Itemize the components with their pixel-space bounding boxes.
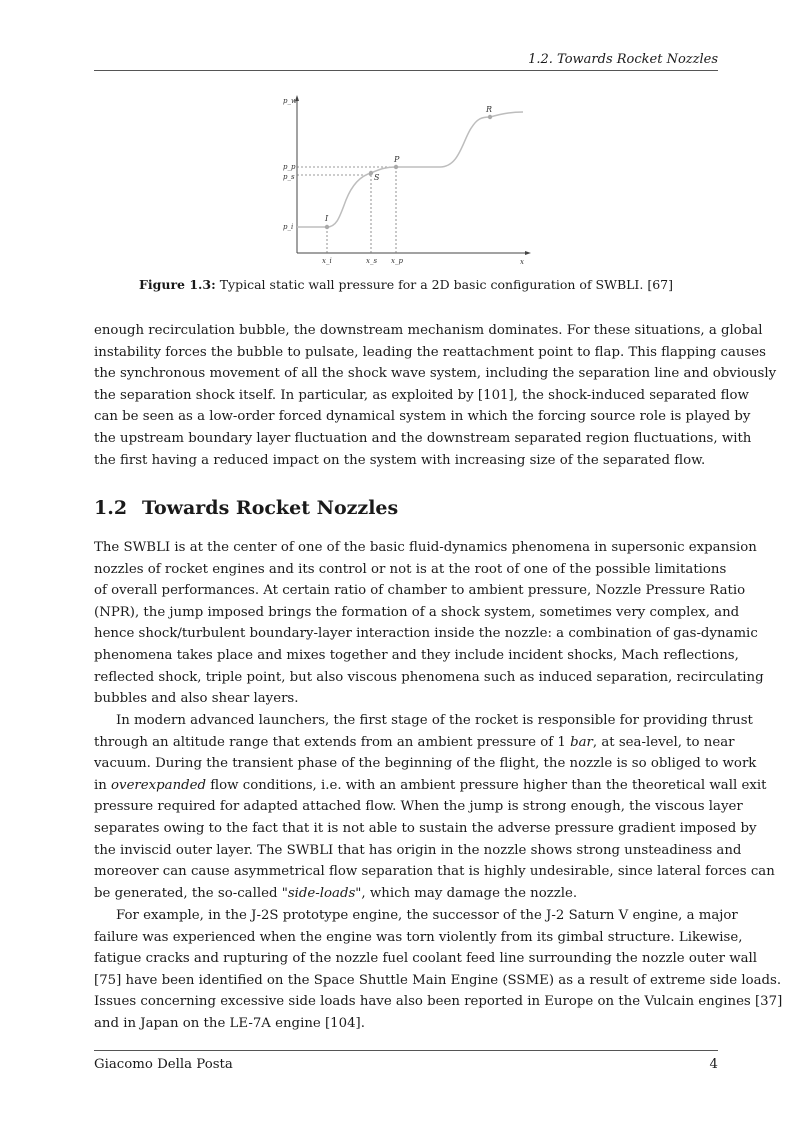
point-i-label: I (325, 214, 329, 223)
point-p-label: P (394, 155, 400, 164)
point-s-label: S (374, 173, 380, 182)
text-line: the synchronous movement of all the shock wave system, including the separation line and obviously (94, 366, 777, 382)
text-line (94, 883, 718, 905)
text-line: For example, in the J-2S prototype engine, the successor of the J-2 Saturn V engine, a major (116, 908, 738, 923)
text-line: moreover can cause asymmetrical flow separation that is highly undesirable, since lateral forces can (94, 864, 775, 880)
page-number: 4 (709, 1057, 718, 1072)
text-line: bubbles and also shear layers. (94, 691, 299, 707)
pressure-curve (297, 112, 523, 227)
text-span: flow conditions, i.e. with an ambient pressure higher than the theoretical wall exit (206, 777, 767, 793)
text-line: of overall performances. At certain ratio of chamber to ambient pressure, Nozzle Pressure Ratio (94, 583, 746, 599)
text-line: the inviscid outer layer. The SWBLI that has origin in the nozzle shows strong unsteadiness and (94, 842, 742, 858)
paragraph-recirculation (94, 320, 777, 471)
text-line: can be seen as a low-order forced dynamical system in which the forcing source role is played by (94, 409, 751, 425)
point-s-marker (369, 171, 373, 175)
paragraph-launchers (94, 710, 775, 904)
y-axis-label: p_w (283, 97, 297, 105)
footer-rule (94, 1050, 718, 1051)
text-line: fatigue cracks and rupturing of the nozzle fuel coolant feed line surrounding the nozzle outer wall (94, 951, 758, 967)
section-number: 1.2 (94, 497, 128, 519)
xp-label: x_p (391, 257, 403, 265)
text-span: through an altitude range that extends from an ambient pressure of 1 (94, 734, 566, 750)
caption-label: Figure 1.3: (139, 277, 216, 292)
xs-label: x_s (366, 257, 378, 265)
unit-bar: bar (570, 734, 593, 750)
text-line: failure was experienced when the engine was torn violently from its gimbal structure. Likewise, (94, 929, 743, 945)
ps-label: p_s (283, 173, 295, 181)
pp-label: p_p (283, 163, 296, 171)
text-line (94, 775, 767, 797)
point-r-marker (488, 115, 492, 119)
point-i-marker (325, 225, 329, 229)
xi-label: x_i (322, 257, 332, 265)
text-line: enough recirculation bubble, the downstream mechanism dominates. For these situations, a global (94, 323, 763, 338)
term-side-loads: "side-loads" (281, 885, 362, 901)
pi-label: p_i (283, 223, 294, 231)
wall-pressure-diagram (270, 88, 540, 270)
text-line: The SWBLI is at the center of one of the basic fluid-dynamics phenomena in supersonic expansion (94, 540, 757, 555)
text-span: be generated, the so-called (94, 885, 282, 901)
text-line: pressure required for adapted attached flow. When the jump is strong enough, the viscous layer (94, 799, 743, 815)
text-line: the separation shock itself. In particular, as exploited by [101], the shock-induced separated flow (94, 387, 749, 403)
text-line: separates owing to the fact that it is not able to sustain the adverse pressure gradient imposed by (94, 820, 757, 836)
text-line: reflected shock, triple point, but also viscous phenomena such as induced separation, recirculating (94, 669, 764, 685)
section-heading (94, 497, 398, 519)
figure-caption (94, 277, 718, 292)
text-line: Issues concerning excessive side loads have also been reported in Europe on the Vulcain engines [37] (94, 994, 783, 1010)
footer-author: Giacomo Della Posta (94, 1057, 233, 1072)
text-line: vacuum. During the transient phase of the beginning of the flight, the nozzle is so obliged to work (94, 756, 757, 772)
text-line: phenomena takes place and mixes together and they include incident shocks, Mach reflections, (94, 647, 739, 663)
text-line: (NPR), the jump imposed brings the formation of a shock system, sometimes very complex, and (94, 604, 740, 620)
text-line: the first having a reduced impact on the system with increasing size of the separated flow. (94, 452, 706, 468)
text-line: instability forces the bubble to pulsate, leading the reattachment point to flap. This flapping causes (94, 344, 766, 360)
header-rule (94, 70, 718, 71)
section-title: Towards Rocket Nozzles (142, 497, 399, 519)
running-header: 1.2. Towards Rocket Nozzles (528, 52, 718, 67)
paragraph-swbli (94, 537, 764, 710)
x-axis-arrow (525, 251, 531, 255)
caption-text: Typical static wall pressure for a 2D basic configuration of SWBLI. [67] (219, 277, 673, 292)
text-line: hence shock/turbulent boundary-layer interaction inside the nozzle: a combination of gas-dynamic (94, 626, 758, 642)
x-axis-label: x (520, 258, 524, 266)
text-line (94, 732, 735, 754)
text-span: in (94, 777, 112, 793)
pressure-figure (270, 88, 540, 270)
text-line: the upstream boundary layer fluctuation and the downstream separated region fluctuations, with (94, 430, 752, 446)
point-p-marker (394, 165, 398, 169)
text-line: [75] have been identified on the Space Shuttle Main Engine (SSME) as a result of extreme side loads. (94, 972, 782, 988)
text-line: and in Japan on the LE-7A engine [104]. (94, 1015, 365, 1031)
term-overexpanded: overexpanded (111, 777, 207, 793)
text-line: In modern advanced launchers, the first stage of the rocket is responsible for providing thrust (116, 713, 753, 728)
text-span: , which may damage the nozzle. (361, 885, 578, 901)
paragraph-examples (94, 905, 783, 1035)
text-span: , at sea-level, to near (592, 734, 735, 750)
text-line: nozzles of rocket engines and its control or not is at the root of one of the possible limitations (94, 561, 727, 577)
point-r-label: R (486, 105, 493, 114)
